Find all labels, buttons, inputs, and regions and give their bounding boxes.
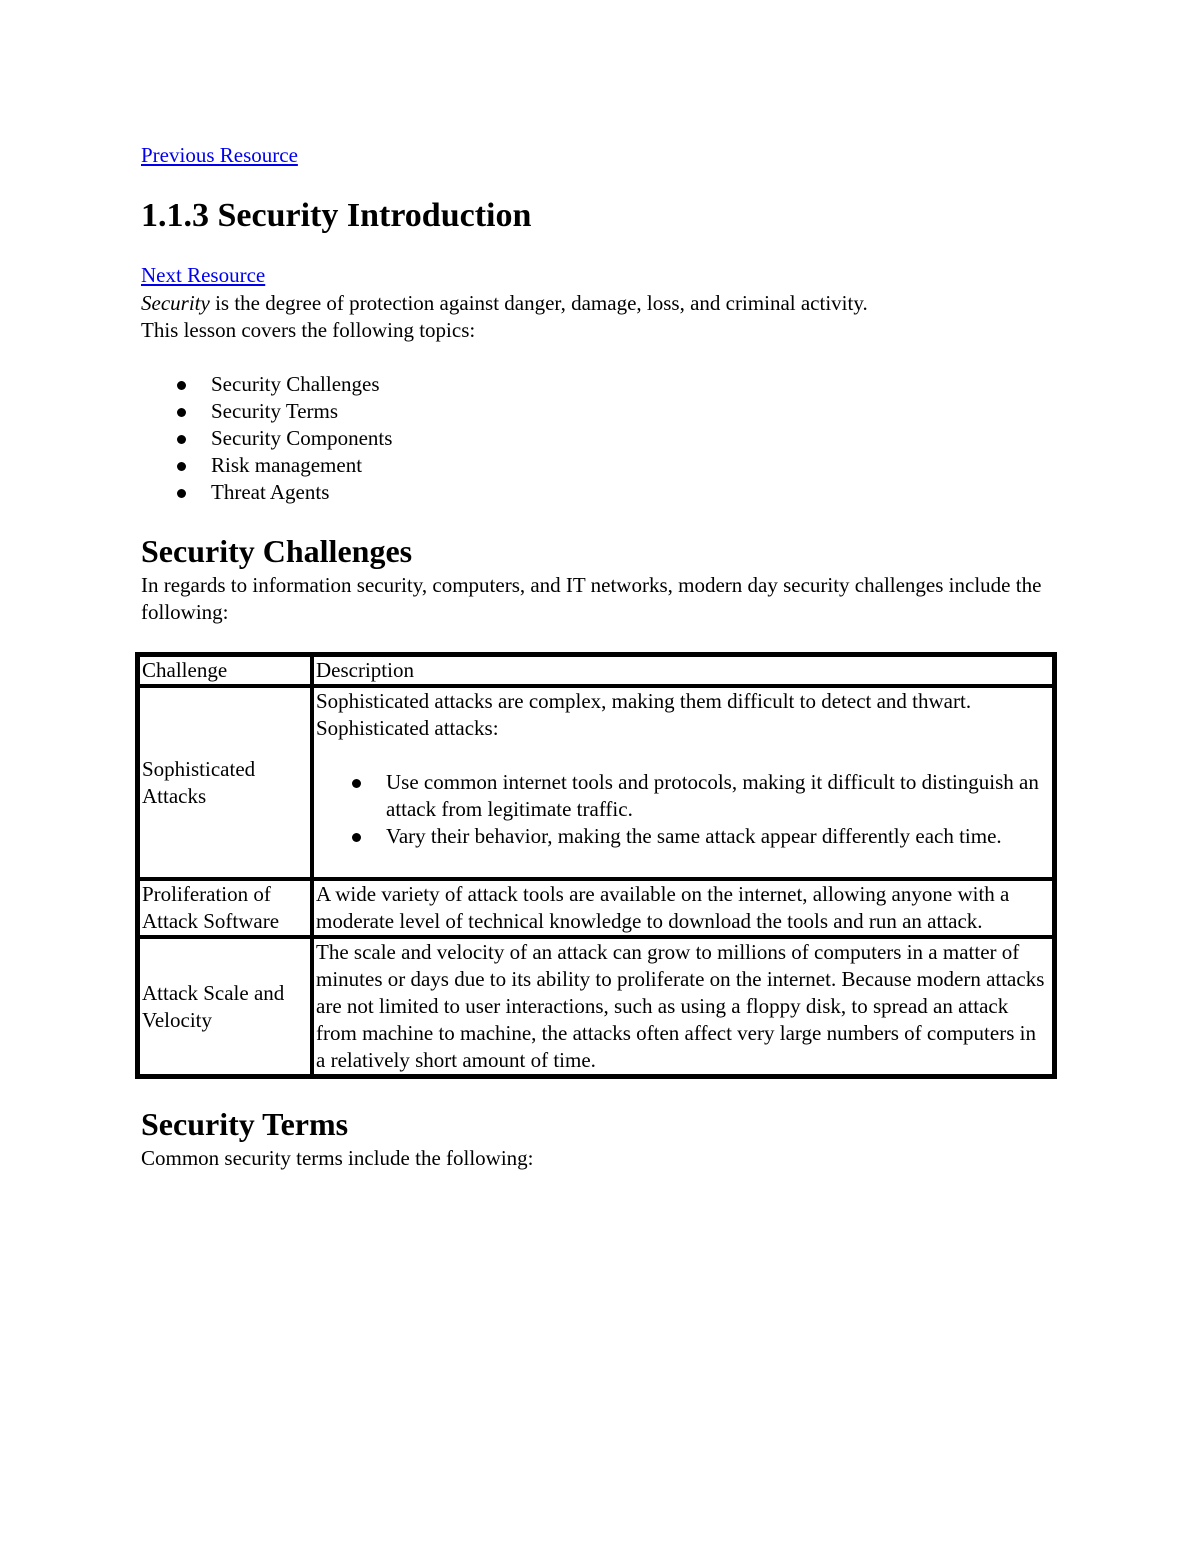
document-page: [141, 140, 1061, 1172]
table-row: [138, 686, 1054, 879]
intro-definition-text: is the degree of protection against danger, damage, loss, and criminal activity.: [209, 291, 868, 315]
list-item: Risk management: [211, 452, 1061, 479]
table-header-row: [138, 655, 1054, 686]
challenge-cell: Proliferation of Attack Software: [138, 879, 312, 937]
previous-resource-link[interactable]: Previous Resource: [141, 143, 298, 167]
challenge-cell: Attack Scale and Velocity: [138, 937, 312, 1076]
topics-list: [141, 371, 1061, 506]
security-terms-heading: Security Terms: [141, 1106, 349, 1142]
table-row: [138, 937, 1054, 1076]
list-item: Use common internet tools and protocols, making it difficult to distinguish an attack from legitimate traffic.: [386, 769, 1050, 823]
description-cell: A wide variety of attack tools are available on the internet, allowing anyone with a moderate level of technical knowledge to download the tools and run an attack.: [312, 879, 1054, 937]
challenges-intro: In regards to information security, computers, and IT networks, modern day security challenges include the following:: [141, 573, 1042, 624]
challenges-table: [135, 652, 1057, 1079]
table-header-cell: Description: [312, 655, 1054, 686]
description-cell: [312, 686, 1054, 879]
list-item: Security Challenges: [211, 371, 1061, 398]
terms-intro: Common security terms include the following:: [141, 1146, 534, 1170]
description-text: Sophisticated attacks are complex, making them difficult to detect and thwart. Sophisticated attacks:: [316, 689, 972, 740]
challenge-cell: Sophisticated Attacks: [138, 686, 312, 879]
next-resource-link[interactable]: Next Resource: [141, 263, 266, 287]
intro-term: Security: [141, 291, 210, 315]
intro-definition: [141, 290, 1061, 317]
table-row: [138, 879, 1054, 937]
description-bullets: [316, 769, 1050, 850]
page-title: 1.1.3 Security Introduction: [141, 197, 532, 234]
security-challenges-heading: Security Challenges: [141, 533, 413, 569]
list-item: Threat Agents: [211, 479, 1061, 506]
list-item: Security Terms: [211, 398, 1061, 425]
list-item: Vary their behavior, making the same attack appear differently each time.: [386, 823, 1050, 850]
list-item: Security Components: [211, 425, 1061, 452]
topics-lead: This lesson covers the following topics:: [141, 318, 476, 342]
table-header-cell: Challenge: [138, 655, 312, 686]
description-cell: The scale and velocity of an attack can grow to millions of computers in a matter of minutes or days due to its ability to proliferate on the internet. Because modern attacks are not limited to user interactions, such as using a floppy disk, to spread an attack from machine to machine, the attacks often affect very large numbers of computers in a relatively short amount of time.: [312, 937, 1054, 1076]
